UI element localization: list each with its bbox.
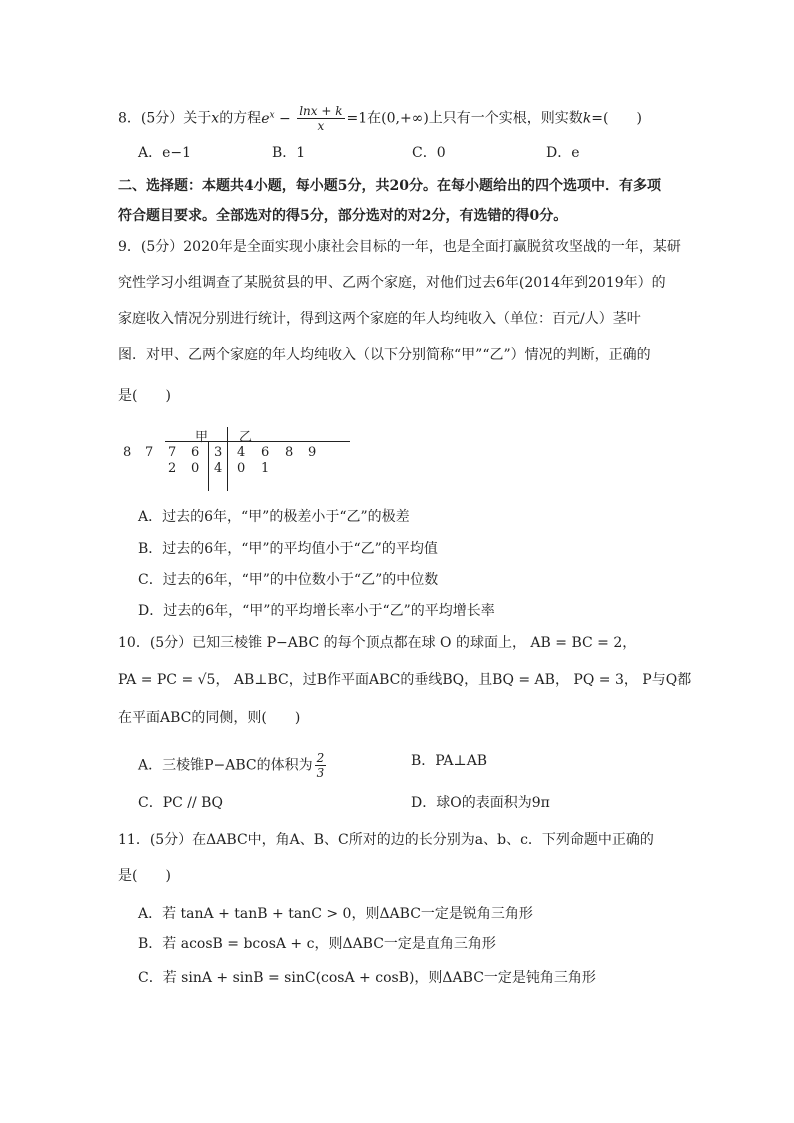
- leaf-left-2-2: 0: [191, 461, 200, 476]
- section2-line2: 符合题目要求。全部选对的得5分，部分选对的对2分，有选错的得0分。: [118, 208, 568, 224]
- q10-option-c: C．PC // BQ: [138, 795, 223, 811]
- leaf-right-2-2: 1: [261, 461, 270, 476]
- leaf-right-1-1: 4: [237, 445, 246, 460]
- stem-1: 3: [214, 445, 223, 460]
- stem-leaf-header-left: 甲: [195, 430, 209, 445]
- q10-option-b: B．PA⊥AB: [411, 753, 488, 769]
- stem-leaf-header-rule: [165, 441, 350, 442]
- leaf-left-1-4: 6: [191, 445, 200, 460]
- leaf-right-2-1: 0: [237, 461, 246, 476]
- q9-option-d: D．过去的6年，“甲”的平均增长率小于“乙”的平均增长率: [138, 603, 495, 619]
- leaf-right-1-3: 8: [285, 445, 294, 460]
- q8-stem: [118, 104, 642, 133]
- q10-option-a: [138, 751, 328, 780]
- q8-tail: =( ): [591, 110, 642, 127]
- leaf-left-1-2: 7: [145, 445, 154, 460]
- q9-line-2: 究性学习小组调查了某脱贫县的甲、乙两个家庭，对他们过去6年(2014年到2019年）的: [118, 275, 666, 291]
- q8-mid2: =1在(0,+∞)上只有一个实根，则实数: [346, 110, 583, 127]
- stem-leaf-left-rule: [208, 441, 209, 491]
- q10-option-a-num: 2: [316, 751, 325, 765]
- q11-line-2: 是( ): [118, 868, 171, 884]
- q8-var-x: x: [211, 110, 220, 127]
- q9-option-b: B．过去的6年，“甲”的平均值小于“乙”的平均值: [138, 541, 438, 557]
- q11-option-b: B．若 acosB = bcosA + c，则ΔABC一定是直角三角形: [138, 936, 496, 952]
- stem-2: 4: [214, 461, 223, 476]
- q8-frac-den: x: [317, 119, 325, 133]
- q8-frac-num: lnx + k: [299, 104, 343, 118]
- leaf-left-1-1: 8: [123, 445, 132, 460]
- stem-leaf-right-rule: [227, 427, 228, 491]
- q9-option-c: C．过去的6年，“甲”的中位数小于“乙”的中位数: [138, 572, 439, 588]
- leaf-left-1-3: 7: [168, 445, 177, 460]
- leaf-right-1-4: 9: [308, 445, 317, 460]
- q10-option-a-fraction: [315, 751, 327, 780]
- q10-option-a-den: 3: [316, 766, 325, 780]
- q11-option-a: A．若 tanA + tanB + tanC > 0，则ΔABC一定是锐角三角形: [138, 906, 533, 922]
- q10-line-3: 在平面ABC的同侧，则( ): [118, 710, 301, 726]
- q8-prefix: 8．(5分）关于: [118, 110, 212, 127]
- q10-line-1: 10．(5分）已知三棱锥 P−ABC 的每个顶点都在球 O 的球面上， AB = BC = 2，: [118, 635, 637, 651]
- q9-line-5: 是( ): [118, 388, 171, 404]
- stem-leaf-plot: [115, 425, 325, 493]
- q9-option-a: A．过去的6年，“甲”的极差小于“乙”的极差: [138, 509, 410, 525]
- leaf-left-2-1: 2: [168, 461, 177, 476]
- q8-option-a: A．e−1: [138, 145, 192, 161]
- q8-option-c: C．0: [412, 145, 446, 161]
- q8-option-d: D．e: [546, 145, 580, 161]
- leaf-right-1-2: 6: [261, 445, 270, 460]
- q11-option-c: C．若 sinA + sinB = sinC(cosA + cosB)，则ΔABC一定是钝角三角形: [138, 970, 596, 986]
- q8-var-k: k: [582, 110, 592, 127]
- q8-option-b: B．1: [272, 145, 306, 161]
- q10-option-a-text: A．三棱锥P−ABC的体积为: [138, 757, 313, 774]
- q10-line-2: PA = PC = √5， AB⊥BC，过B作平面ABC的垂线BQ，且BQ = AB， PQ = 3， P与Q都: [118, 672, 692, 688]
- q9-line-1: 9．(5分）2020年是全面实现小康社会目标的一年，也是全面打赢脱贫攻坚战的一年，某研: [118, 239, 681, 255]
- q9-line-4: 图．对甲、乙两个家庭的年人均纯收入（以下分别简称“甲”“乙”）情况的判断，正确的: [118, 347, 651, 363]
- q8-exp: $e^x$ −: [261, 109, 296, 127]
- stem-leaf-header-right: 乙: [239, 430, 253, 445]
- q9-line-3: 家庭收入情况分别进行统计，得到这两个家庭的年人均纯收入（单位：百元/人）茎叶: [118, 311, 641, 327]
- q8-mid1: 的方程: [219, 110, 262, 127]
- section2-line1: 二、选择题：本题共4小题，每小题5分，共20分。在每小题给出的四个选项中．有多项: [118, 178, 661, 194]
- q10-option-d: D．球O的表面积为9π: [411, 795, 550, 811]
- q8-fraction: [297, 104, 344, 133]
- q11-line-1: 11．(5分）在ΔABC中，角A、B、C所对的边的长分别为a、b、c．下列命题中正确的: [118, 832, 654, 848]
